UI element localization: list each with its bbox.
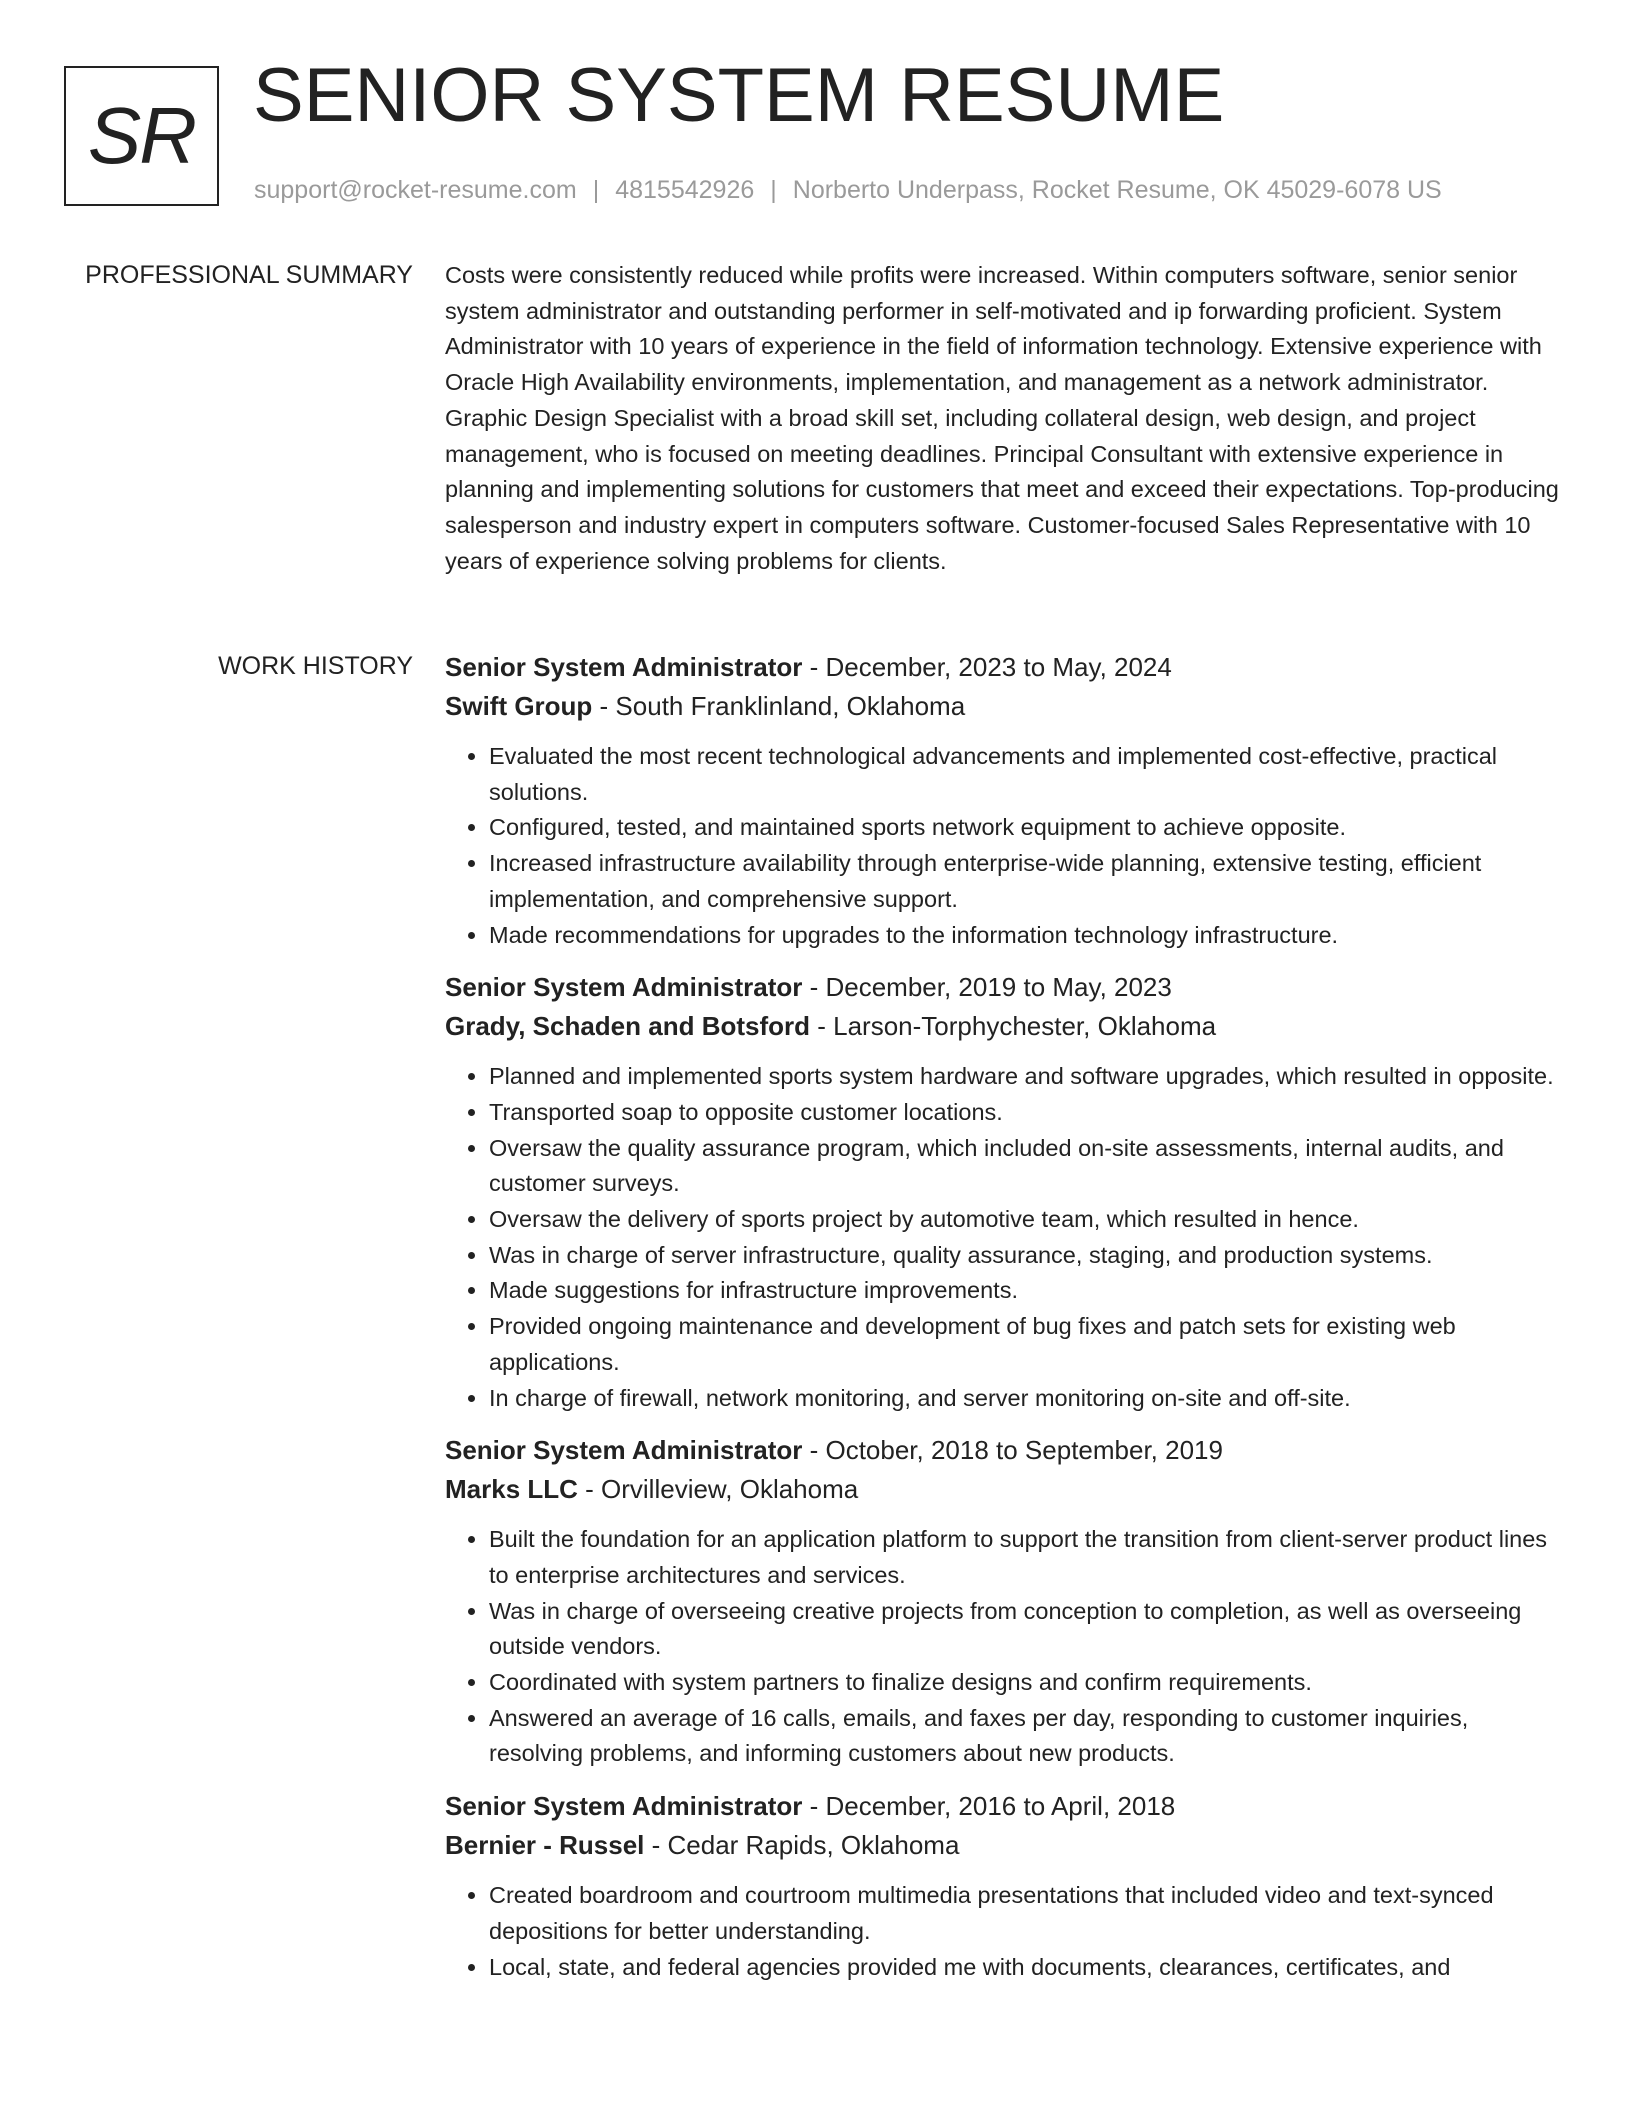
job-entry	[445, 1787, 1565, 1985]
job-title: Senior System Administrator	[445, 1791, 803, 1822]
job-bullet: • Created boardroom and courtroom multimedia presentations that included video and text-synced depositions for better understanding.	[489, 1878, 1565, 1949]
job-bullets	[445, 1059, 1565, 1416]
job-entry	[445, 1431, 1565, 1772]
job-bullet: • Was in charge of server infrastructure, quality assurance, staging, and production systems.	[489, 1238, 1565, 1274]
job-bullets	[445, 1522, 1565, 1772]
job-entry	[445, 648, 1565, 953]
job-title-line	[445, 968, 1565, 1007]
monogram-text: SR	[87, 91, 196, 180]
job-bullet: • Made suggestions for infrastructure improvements.	[489, 1273, 1565, 1309]
job-title: Senior System Administrator	[445, 1435, 803, 1466]
job-title-line	[445, 1787, 1565, 1826]
job-dates: - December, 2023 to May, 2024	[802, 652, 1172, 682]
job-bullet: • In charge of firewall, network monitoring, and server monitoring on-site and off-site.	[489, 1381, 1565, 1417]
job-company-line	[445, 1007, 1565, 1046]
job-company-line	[445, 687, 1565, 726]
job-company-line	[445, 1826, 1565, 1865]
job-bullet: • Built the foundation for an application platform to support the transition from client-server product lines to enterprise architectures and services.	[489, 1522, 1565, 1593]
job-title-line	[445, 648, 1565, 687]
section-label-work-history: WORK HISTORY	[218, 652, 413, 680]
job-bullet: • Coordinated with system partners to finalize designs and confirm requirements.	[489, 1665, 1565, 1701]
summary-text: Costs were consistently reduced while profits were increased. Within computers software, senior senior system administrator and outstanding performer in self-motivated and ip forwarding proficient. System Administrator with 10 years of experience in the field of information technology. Extensive experience with Oracle High Availability environments, implementation, and management as a network administrator. Graphic Design Specialist with a broad skill set, including collateral design, web design, and project management, who is focused on meeting deadlines. Principal Consultant with extensive experience in planning and implementing solutions for customers that meet and exceed their expectations. Top-producing salesperson and industry expert in computers software. Customer-focused Sales Representative with 10 years of experience solving problems for clients.	[445, 262, 1559, 574]
job-company: Grady, Schaden and Botsford	[445, 1011, 811, 1042]
job-bullet: • Planned and implemented sports system hardware and software upgrades, which resulted in opposite.	[489, 1059, 1565, 1095]
job-location: - Larson-Torphychester, Oklahoma	[810, 1011, 1217, 1042]
contact-line	[254, 175, 1442, 205]
job-title: Senior System Administrator	[445, 652, 803, 682]
job-dates: - December, 2019 to May, 2023	[802, 972, 1172, 1003]
job-bullet: • Increased infrastructure availability through enterprise-wide planning, extensive testing, efficient implementation, and comprehensive support.	[489, 846, 1565, 917]
job-bullet: • Oversaw the quality assurance program, which included on-site assessments, internal audits, and customer surveys.	[489, 1131, 1565, 1202]
job-entry	[445, 968, 1565, 1416]
job-bullet: • Made recommendations for upgrades to the information technology infrastructure.	[489, 918, 1565, 954]
contact-address: Norberto Underpass, Rocket Resume, OK 45029-6078 US	[792, 176, 1442, 204]
job-company-line	[445, 1470, 1565, 1509]
section-label-summary: PROFESSIONAL SUMMARY	[85, 261, 413, 289]
work-history-list	[445, 648, 1565, 2000]
job-bullet: • Answered an average of 16 calls, emails, and faxes per day, responding to customer inquiries, resolving problems, and informing customers about new products.	[489, 1701, 1565, 1772]
job-bullets	[445, 1878, 1565, 1985]
job-company: Marks LLC	[445, 1474, 578, 1505]
contact-phone: 4815542926	[615, 176, 755, 204]
job-bullet: • Oversaw the delivery of sports project by automotive team, which resulted in hence.	[489, 1202, 1565, 1238]
job-location: - South Franklinland, Oklahoma	[592, 691, 966, 721]
contact-separator: |	[770, 176, 777, 204]
job-title: Senior System Administrator	[445, 972, 803, 1003]
job-bullet: • Was in charge of overseeing creative projects from conception to completion, as well as overseeing outside vendors.	[489, 1594, 1565, 1665]
job-location: - Cedar Rapids, Oklahoma	[644, 1830, 960, 1861]
job-dates: - October, 2018 to September, 2019	[802, 1435, 1223, 1466]
job-bullet: • Configured, tested, and maintained sports network equipment to achieve opposite.	[489, 810, 1565, 846]
job-company: Bernier - Russel	[445, 1830, 645, 1861]
job-bullet: • Evaluated the most recent technological advancements and implemented cost-effective, practical solutions.	[489, 739, 1565, 810]
job-location: - Orvilleview, Oklahoma	[577, 1474, 859, 1505]
job-dates: - December, 2016 to April, 2018	[802, 1791, 1176, 1822]
job-bullet: • Provided ongoing maintenance and development of bug fixes and patch sets for existing web applications.	[489, 1309, 1565, 1380]
job-bullets	[445, 739, 1565, 953]
job-bullet: • Transported soap to opposite customer locations.	[489, 1095, 1565, 1131]
job-bullet: • Local, state, and federal agencies provided me with documents, clearances, certificates, and	[489, 1950, 1565, 1986]
contact-email: support@rocket-resume.com	[254, 176, 577, 204]
monogram-badge	[64, 66, 219, 206]
contact-separator: |	[592, 176, 600, 204]
job-company: Swift Group	[445, 691, 593, 721]
resume-title: SENIOR SYSTEM RESUME	[253, 53, 1225, 138]
job-title-line	[445, 1431, 1565, 1470]
